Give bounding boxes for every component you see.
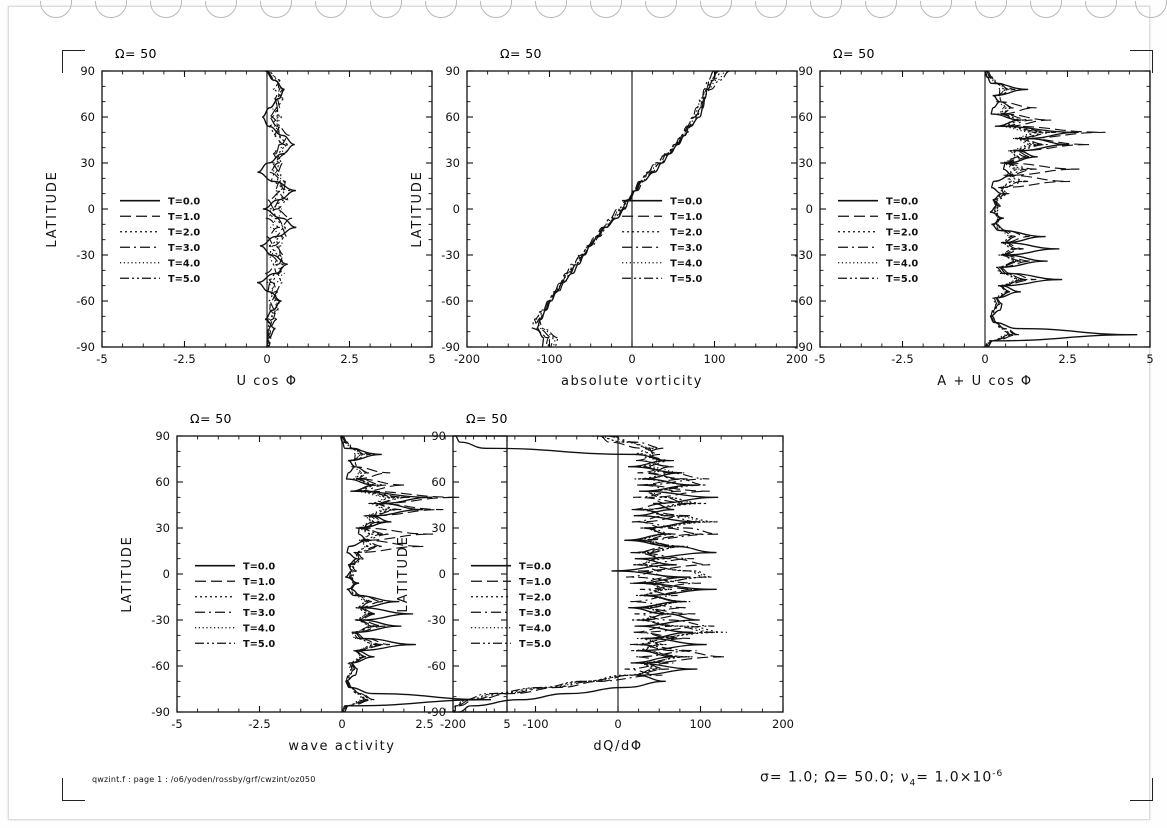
footer-param-sup: -6 <box>992 769 1004 779</box>
punch-hole <box>645 0 677 18</box>
legend-label: T=3.0 <box>670 242 703 254</box>
punch-hole <box>700 0 732 18</box>
y-axis-label: LATITUDE <box>396 535 411 613</box>
x-axis-label: A + U cos Φ <box>937 374 1033 389</box>
x-tick-label: -5 <box>814 352 826 366</box>
x-tick-label: -2.5 <box>173 352 196 366</box>
y-tick-label: 30 <box>80 156 95 170</box>
x-tick-label: -2.5 <box>891 352 914 366</box>
y-tick-label: -60 <box>76 294 95 308</box>
y-tick-label: 0 <box>452 202 460 216</box>
x-axis-label: absolute vorticity <box>560 374 704 389</box>
legend-label: T=4.0 <box>886 258 919 270</box>
x-axis-label: U cos Φ <box>236 374 298 389</box>
y-tick-label: 90 <box>431 429 446 443</box>
legend-label: T=4.0 <box>519 623 552 635</box>
x-axis-label: dQ/dΦ <box>593 739 643 754</box>
legend-label: T=3.0 <box>243 607 276 619</box>
y-tick-label: 60 <box>155 475 170 489</box>
x-tick-label: 200 <box>786 352 808 366</box>
legend-label: T=1.0 <box>670 211 703 223</box>
punch-hole <box>535 0 567 18</box>
punch-hole <box>205 0 237 18</box>
x-tick-label: -5 <box>171 717 183 731</box>
x-tick-label: 5 <box>503 717 511 731</box>
x-tick-label: -5 <box>96 352 108 366</box>
series-line-t20 <box>453 436 727 712</box>
y-tick-label: 90 <box>445 64 460 78</box>
legend-label: T=1.0 <box>886 211 919 223</box>
x-tick-label: 0 <box>614 717 622 731</box>
x-tick-label: 100 <box>703 352 726 366</box>
y-tick-label: 0 <box>805 202 813 216</box>
y-tick-label: 60 <box>445 110 460 124</box>
footer-file-path: qwzint.f : page 1 : /o6/yoden/rossby/grf/cwzint/oz050 <box>92 775 316 784</box>
series-line-t10 <box>533 71 720 347</box>
footer-param-prefix: σ= 1.0; Ω= 50.0; ν <box>760 769 910 786</box>
x-tick-label: 100 <box>689 717 712 731</box>
punch-hole <box>370 0 402 18</box>
punch-hole <box>1135 0 1167 18</box>
x-tick-label: -2.5 <box>248 717 271 731</box>
punch-hole <box>920 0 952 18</box>
legend-label: T=0.0 <box>243 561 276 573</box>
y-tick-label: -60 <box>441 294 460 308</box>
legend-label: T=1.0 <box>243 576 276 588</box>
x-axis-label: wave activity <box>288 739 396 754</box>
y-tick-label: -60 <box>794 294 813 308</box>
x-tick-label: 0 <box>981 352 989 366</box>
y-tick-label: -90 <box>441 340 460 354</box>
legend-label: T=0.0 <box>519 561 552 573</box>
punch-hole <box>315 0 347 18</box>
legend <box>195 561 275 650</box>
x-tick-label: -200 <box>439 717 467 731</box>
series-line-t00 <box>455 436 718 712</box>
y-tick-label: -90 <box>151 705 170 719</box>
punch-hole <box>425 0 457 18</box>
legend-label: T=4.0 <box>168 258 201 270</box>
y-tick-label: 0 <box>87 202 95 216</box>
y-tick-label: 30 <box>445 156 460 170</box>
y-tick-label: 90 <box>155 429 170 443</box>
panel-title: Ω= 50 <box>466 411 508 426</box>
x-tick-label: 0 <box>628 352 636 366</box>
legend-label: T=2.0 <box>886 227 919 239</box>
x-tick-label: 2.5 <box>415 717 434 731</box>
x-tick-label: 0 <box>263 352 271 366</box>
y-axis-label: LATITUDE <box>410 170 425 248</box>
legend <box>622 196 702 285</box>
legend-label: T=3.0 <box>168 242 201 254</box>
punch-hole <box>810 0 842 18</box>
legend-label: T=2.0 <box>519 592 552 604</box>
legend-label: T=0.0 <box>886 196 919 208</box>
y-tick-label: -60 <box>427 659 446 673</box>
punch-hole <box>480 0 512 18</box>
punch-hole <box>40 0 72 18</box>
legend-label: T=0.0 <box>670 196 703 208</box>
y-tick-label: 30 <box>798 156 813 170</box>
y-tick-label: -30 <box>441 248 460 262</box>
legend <box>120 196 200 285</box>
crop-mark-bottom-right <box>1130 778 1153 801</box>
x-tick-label: 5 <box>1146 352 1154 366</box>
legend-label: T=1.0 <box>168 211 201 223</box>
legend-label: T=0.0 <box>168 196 201 208</box>
punch-hole <box>1030 0 1062 18</box>
y-tick-label: -30 <box>427 613 446 627</box>
panel-title: Ω= 50 <box>115 46 157 61</box>
y-tick-label: 0 <box>438 567 446 581</box>
punch-hole <box>260 0 292 18</box>
legend-label: T=2.0 <box>670 227 703 239</box>
legend-label: T=1.0 <box>519 576 552 588</box>
y-axis-label: LATITUDE <box>45 170 60 248</box>
x-tick-label: 5 <box>428 352 436 366</box>
y-tick-label: 0 <box>162 567 170 581</box>
plot-canvas-dq-dphi <box>381 420 801 760</box>
y-tick-label: 60 <box>798 110 813 124</box>
y-tick-label: 30 <box>155 521 170 535</box>
legend-label: T=3.0 <box>519 607 552 619</box>
x-tick-label: 2.5 <box>1058 352 1077 366</box>
y-tick-label: -30 <box>794 248 813 262</box>
footer-parameters <box>760 769 1003 788</box>
y-tick-label: -90 <box>76 340 95 354</box>
punch-hole <box>755 0 787 18</box>
y-tick-label: 90 <box>798 64 813 78</box>
punch-hole <box>975 0 1007 18</box>
y-tick-label: -90 <box>427 705 446 719</box>
legend-label: T=5.0 <box>243 638 276 650</box>
x-tick-label: -200 <box>453 352 481 366</box>
punch-hole <box>95 0 127 18</box>
x-tick-label: -100 <box>522 717 549 731</box>
y-tick-label: -30 <box>151 613 170 627</box>
y-tick-label: -90 <box>794 340 813 354</box>
footer-param-mid: = 1.0×10 <box>916 769 993 786</box>
y-tick-label: -30 <box>76 248 95 262</box>
y-axis-label: LATITUDE <box>120 535 135 613</box>
punch-hole <box>865 0 897 18</box>
x-tick-label: 200 <box>772 717 794 731</box>
series-line-t10 <box>453 436 725 712</box>
y-tick-label: 60 <box>80 110 95 124</box>
punch-hole <box>150 0 182 18</box>
panel-title: Ω= 50 <box>500 46 542 61</box>
panel-title: Ω= 50 <box>833 46 875 61</box>
x-tick-label: 2.5 <box>340 352 359 366</box>
panel-title: Ω= 50 <box>190 411 232 426</box>
plot-canvas-a-plus-u-cos-phi <box>748 55 1167 395</box>
legend-label: T=2.0 <box>168 227 201 239</box>
punch-hole <box>590 0 622 18</box>
legend-label: T=5.0 <box>670 273 703 285</box>
legend-label: T=5.0 <box>886 273 919 285</box>
x-tick-label: -100 <box>536 352 563 366</box>
legend <box>838 196 918 285</box>
punch-hole-strip <box>0 0 1167 34</box>
punch-hole <box>1085 0 1117 18</box>
legend-label: T=3.0 <box>886 242 919 254</box>
legend-label: T=5.0 <box>168 273 201 285</box>
legend-label: T=2.0 <box>243 592 276 604</box>
legend-label: T=4.0 <box>243 623 276 635</box>
y-tick-label: -60 <box>151 659 170 673</box>
legend-label: T=4.0 <box>670 258 703 270</box>
plot-canvas-u-cos-phi <box>30 55 450 395</box>
crop-mark-bottom-left <box>62 778 85 801</box>
x-tick-label: 0 <box>338 717 346 731</box>
legend <box>471 561 551 650</box>
y-tick-label: 30 <box>431 521 446 535</box>
legend-label: T=5.0 <box>519 638 552 650</box>
footer-param-sub: 4 <box>909 778 917 789</box>
y-tick-label: 60 <box>431 475 446 489</box>
series-line-t00 <box>537 71 717 347</box>
series-line-t00 <box>985 71 1138 347</box>
y-tick-label: 90 <box>80 64 95 78</box>
